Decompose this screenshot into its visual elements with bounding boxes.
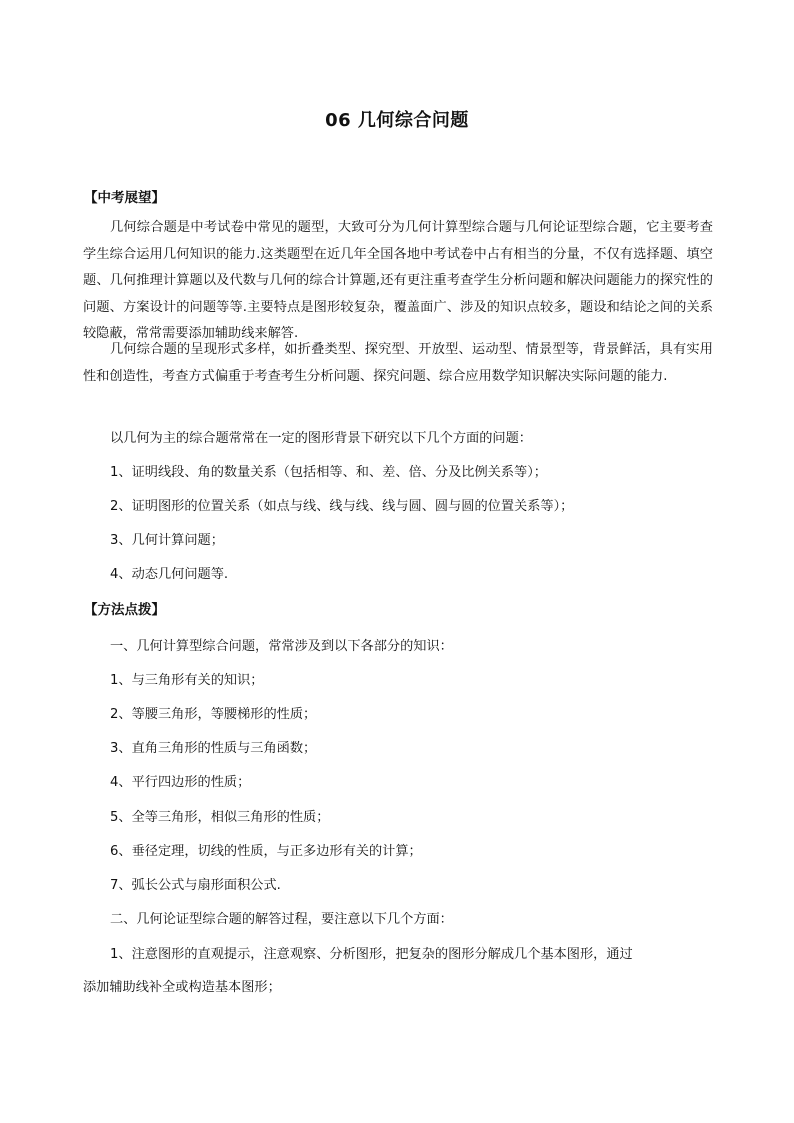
outlook-paragraph-1: 几何综合题是中考试卷中常见的题型，大致可分为几何计算型综合题与几何论证型综合题，它主要考查学生综合运用几何知识的能力.这类题型在近几年全国各地中考试卷中占有相当的分量，不仅有选择题、填空题、几何推理计算题以及代数与几何的综合计算题,还有更注重考查学生分析问题和解决问题能力的探究性的问题、方案设计的问题等等.主要特点是图形较复杂，覆盖面广、涉及的知识点较多，题设和结论之间的关系较隐蔽，常常需要添加辅助线来解答. [83, 220, 713, 341]
methods-part1-item: 7、弧长公式与扇形面积公式. [110, 878, 281, 893]
section-heading-methods: 【方法点拨】 [84, 602, 165, 618]
outlook-item: 4、动态几何问题等. [110, 567, 229, 582]
outlook-item: 2、证明图形的位置关系（如点与线、线与线、线与圆、圆与圆的位置关系等）； [110, 499, 574, 514]
methods-part2-intro: 二、几何论证型综合题的解答过程，要注意以下几个方面： [110, 912, 453, 927]
outlook-paragraph-2: 几何综合题的呈现形式多样，如折叠类型、探究型、开放型、运动型、情景型等，背景鲜活，具有实用性和创造性，考查方式偏重于考查考生分析问题、探究问题、综合应用数学知识解决实际问题的能力. [83, 342, 713, 384]
section-heading-outlook: 【中考展望】 [84, 190, 165, 206]
methods-part1-item: 4、平行四边形的性质； [110, 775, 251, 790]
outlook-item: 1、证明线段、角的数量关系（包括相等、和、差、倍、分及比例关系等）； [110, 465, 547, 480]
methods-part1-item: 5、全等三角形，相似三角形的性质； [110, 810, 330, 825]
outlook-intro: 以几何为主的综合题常常在一定的图形背景下研究以下几个方面的问题： [110, 431, 532, 446]
methods-part2-item1-line1: 1、注意图形的直观提示，注意观察、分析图形，把复杂的图形分解成几个基本图形，通过 [110, 947, 633, 962]
outlook-item: 3、几何计算问题； [110, 533, 224, 548]
methods-part2-item1-line2: 添加辅助线补全或构造基本图形； [83, 980, 281, 995]
methods-part1-item: 6、垂径定理，切线的性质，与正多边形有关的计算； [110, 844, 422, 859]
methods-part1-item: 1、与三角形有关的知识； [110, 673, 264, 688]
methods-part1-item: 3、直角三角形的性质与三角函数； [110, 741, 317, 756]
methods-part1-intro: 一、几何计算型综合问题，常常涉及到以下各部分的知识： [110, 639, 453, 654]
methods-part1-item: 2、等腰三角形，等腰梯形的性质； [110, 707, 317, 722]
document-title: 06 几何综合问题 [325, 110, 469, 131]
